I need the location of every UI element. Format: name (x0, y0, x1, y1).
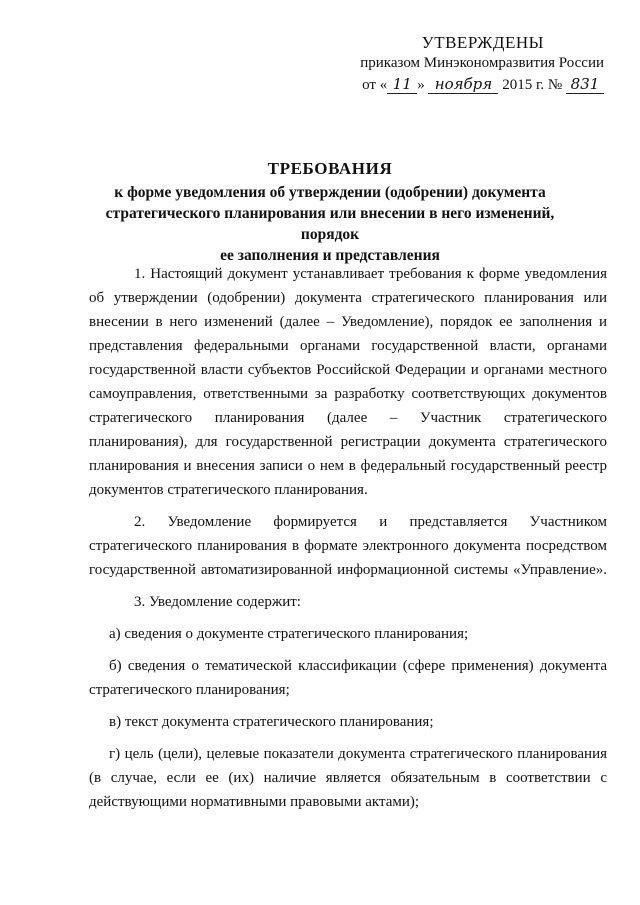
paragraph-2: 2. Уведомление формируется и представляется Участником стратегического планирования в формате электронного документа посредством государственной автоматизированной информационной системы «Управление». (89, 514, 607, 578)
paragraph-1: 1. Настоящий документ устанавливает требования к форме уведомления об утверждении (одобрении) документа стратегического планирования или внесении в него изменений (далее – Уведомление), порядок ее заполнения и представления федеральными органами государственной власти, органами государственной власти субъектов Российской Федерации и органами местного самоуправления, ответственными за разработку соответствующих документов стратегического планирования (далее – Участник стратегического планирования), для государственной регистрации документа стратегического планирования и внесения записи о нем в федеральный государственный реестр документов стратегического планирования. (89, 266, 607, 498)
subtitle-line: к форме уведомления об утверждении (одобрении) документа (114, 184, 546, 201)
list-item: б) сведения о тематической классификации (сфере применения) документа стратегического планирования; (89, 658, 607, 698)
approval-order-line: приказом Минэкономразвития России (360, 55, 604, 71)
date-separator: » (417, 77, 425, 93)
document-title-block (80, 158, 580, 266)
paragraph-3: 3. Уведомление содержит: (134, 594, 301, 610)
handwritten-order-number: 831 (566, 75, 604, 94)
year-text: 2015 г. № (502, 77, 563, 93)
list-item: г) цель (цели), целевые показатели документа стратегического планирования (в случае, если ее (их) наличие является обязательным в соответствии с действующими нормативными правовыми актами); (89, 746, 607, 810)
handwritten-day: 11 (387, 75, 417, 94)
document-title: ТРЕБОВАНИЯ (267, 159, 393, 178)
document-body (89, 262, 607, 822)
approval-stamp (334, 32, 604, 96)
approval-heading: УТВЕРЖДЕНЫ (421, 33, 544, 52)
list-item: в) текст документа стратегического планирования; (109, 714, 434, 730)
subtitle-line: ее заполнения и представления (220, 247, 440, 264)
list-item: а) сведения о документе стратегического планирования; (109, 626, 469, 642)
handwritten-month: ноября (428, 75, 498, 94)
approval-date-line (334, 75, 604, 96)
date-prefix: от « (362, 77, 388, 93)
subtitle-line: стратегического планирования или внесении в него изменений, порядок (105, 205, 555, 243)
